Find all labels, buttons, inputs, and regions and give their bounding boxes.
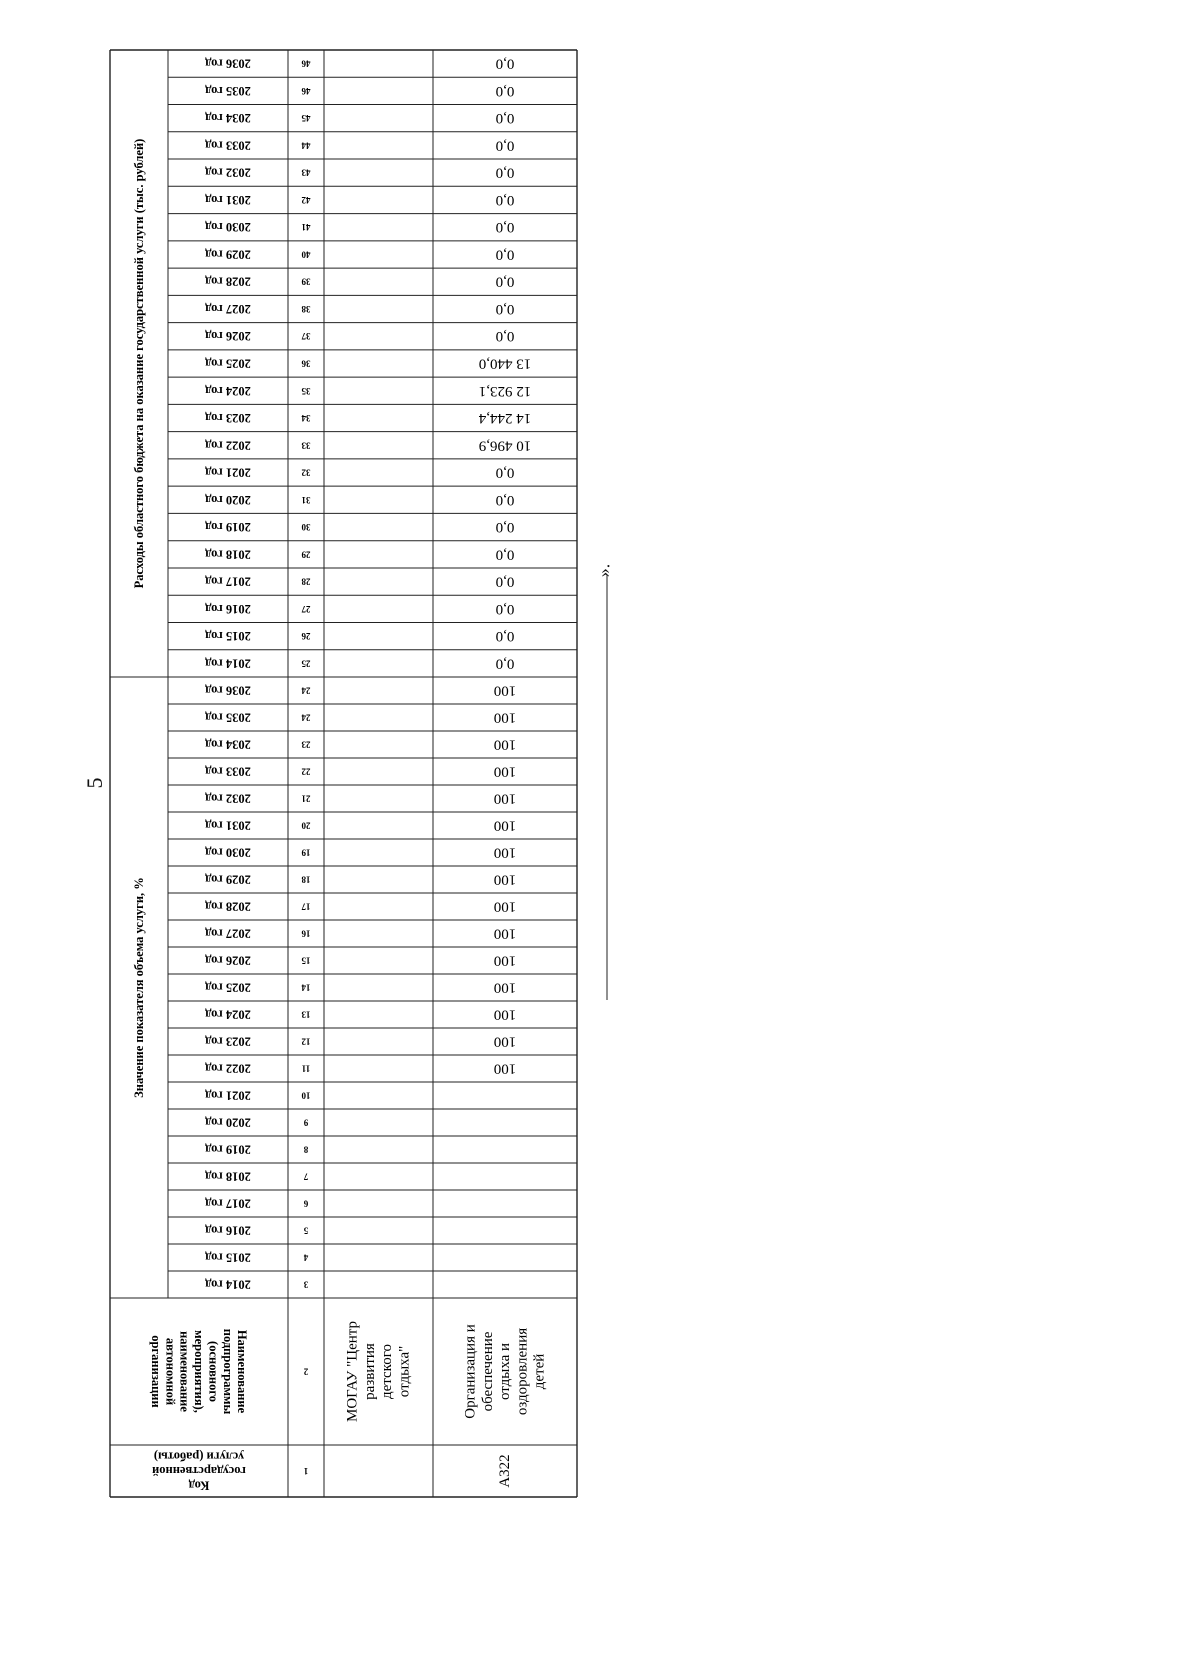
colnum-volume: 24 (301, 712, 311, 723)
colnum-expenses: 44 (301, 140, 311, 151)
colnum-expenses: 37 (301, 331, 311, 342)
colnum-volume: 20 (301, 820, 311, 831)
year-label-volume: 2020 год (205, 1115, 251, 1130)
year-label-expenses: 2021 год (205, 465, 251, 480)
volume-cell: 100 (493, 736, 517, 753)
year-label-volume: 2033 год (205, 764, 251, 779)
year-label-expenses: 2019 год (205, 520, 251, 535)
colnum-expenses: 41 (301, 222, 311, 233)
year-label-volume: 2023 год (205, 1034, 251, 1049)
colnum-expenses: 45 (301, 113, 311, 124)
expense-cell: 0,0 (495, 655, 515, 672)
colnum-volume: 16 (301, 928, 311, 939)
row-name: МОГАУ "Центрразвитиядетскогоотдыха" (344, 1321, 413, 1422)
colnum-volume: 7 (303, 1171, 309, 1182)
year-label-volume: 2028 год (205, 899, 251, 914)
year-label-expenses: 2017 год (205, 574, 251, 589)
year-label-volume: 2024 год (205, 1007, 251, 1022)
colnum-volume: 21 (301, 793, 311, 804)
volume-cell: 100 (493, 817, 517, 834)
colnum-expenses: 46 (301, 58, 311, 69)
colnum-volume: 12 (301, 1036, 311, 1047)
year-label-volume: 2018 год (205, 1169, 251, 1184)
expense-cell: 0,0 (495, 573, 515, 590)
year-label-volume: 2032 год (205, 791, 251, 806)
colnum-volume: 10 (301, 1090, 311, 1101)
year-label-expenses: 2020 год (205, 492, 251, 507)
volume-cell: 100 (493, 898, 517, 915)
colnum-expenses: 26 (301, 631, 311, 642)
colnum-volume: 22 (301, 766, 311, 777)
volume-cell: 100 (493, 709, 517, 726)
volume-cell: 100 (493, 790, 517, 807)
page-number: 5 (82, 777, 107, 789)
expense-cell: 13 440,0 (478, 355, 532, 372)
colnum-expenses: 30 (301, 522, 311, 533)
colnum-expenses: 33 (301, 440, 311, 451)
year-label-volume: 2027 год (205, 926, 251, 941)
expense-cell: 0,0 (495, 82, 515, 99)
volume-cell: 100 (493, 925, 517, 942)
year-label-expenses: 2031 год (205, 192, 251, 207)
year-label-expenses: 2025 год (205, 356, 251, 371)
colnum-volume: 17 (301, 901, 311, 912)
year-label-volume: 2017 год (205, 1196, 251, 1211)
colnum-expenses: 31 (301, 494, 311, 505)
volume-cell: 100 (493, 979, 517, 996)
colnum-expenses: 36 (301, 358, 311, 369)
year-label-volume: 2021 год (205, 1088, 251, 1103)
volume-cell: 100 (493, 1033, 517, 1050)
year-label-expenses: 2032 год (205, 165, 251, 180)
expense-cell: 0,0 (495, 546, 515, 563)
colnum-expenses: 27 (301, 603, 311, 614)
colnum-volume: 24 (301, 685, 311, 696)
expense-cell: 0,0 (495, 300, 515, 317)
colnum-expenses: 28 (301, 576, 311, 587)
year-label-expenses: 2015 год (205, 629, 251, 644)
year-label-expenses: 2016 год (205, 601, 251, 616)
volume-cell: 100 (493, 952, 517, 969)
year-label-volume: 2016 год (205, 1223, 251, 1238)
colnum-volume: 15 (301, 955, 311, 966)
colnum-expenses: 40 (301, 249, 311, 260)
expense-cell: 0,0 (495, 110, 515, 127)
expense-cell: 0,0 (495, 219, 515, 236)
volume-cell: 100 (493, 844, 517, 861)
year-label-expenses: 2035 год (205, 83, 251, 98)
year-label-volume: 2029 год (205, 872, 251, 887)
expense-cell: 0,0 (495, 491, 515, 508)
year-label-expenses: 2023 год (205, 411, 251, 426)
year-label-expenses: 2033 год (205, 138, 251, 153)
year-label-expenses: 2029 год (205, 247, 251, 262)
expense-cell: 0,0 (495, 137, 515, 154)
header-code: Кодгосударственнойуслуги (работы) (152, 1449, 246, 1493)
year-label-expenses: 2026 год (205, 329, 251, 344)
year-label-volume: 2034 год (205, 737, 251, 752)
colnum-volume: 5 (303, 1225, 309, 1236)
expense-cell: 0,0 (495, 164, 515, 181)
header-expenses: Расходы областного бюджета на оказание государственной услуги (тыс. рублей) (132, 138, 146, 589)
volume-cell: 100 (493, 871, 517, 888)
year-label-volume: 2031 год (205, 818, 251, 833)
year-label-volume: 2026 год (205, 953, 251, 968)
colnum-expenses: 38 (301, 303, 311, 314)
year-label-expenses: 2036 год (205, 56, 251, 71)
closing-quote: ». (593, 563, 614, 578)
colnum-volume: 11 (301, 1063, 311, 1074)
header-volume: Значение показателя объема услуги, % (132, 877, 146, 1098)
expense-cell: 12 923,1 (478, 382, 532, 399)
expense-cell: 0,0 (495, 246, 515, 263)
expense-cell: 0,0 (495, 464, 515, 481)
year-label-volume: 2015 год (205, 1250, 251, 1265)
volume-cell: 100 (493, 1060, 517, 1077)
colnum-volume: 23 (301, 739, 311, 750)
colnum-expenses: 25 (301, 658, 311, 669)
colnum-expenses: 42 (301, 194, 311, 205)
colnum-volume: 9 (303, 1117, 309, 1128)
colnum-expenses: 32 (301, 467, 311, 478)
expense-cell: 14 244,4 (478, 410, 532, 427)
year-label-expenses: 2034 год (205, 111, 251, 126)
year-label-expenses: 2018 год (205, 547, 251, 562)
colnum-volume: 19 (301, 847, 311, 858)
year-label-volume: 2035 год (205, 710, 251, 725)
row-code: А322 (497, 1454, 513, 1488)
volume-cell: 100 (493, 682, 517, 699)
expense-cell: 0,0 (495, 628, 515, 645)
expense-cell: 0,0 (495, 55, 515, 72)
colnum-expenses: 29 (301, 549, 311, 560)
year-label-volume: 2036 год (205, 683, 251, 698)
expense-cell: 10 496,9 (478, 437, 532, 454)
header-name: Наименованиеподпрограммы(основногомероприятия),наименованиеавтономнойорганизации (148, 1328, 250, 1415)
colnum-volume: 6 (303, 1198, 309, 1209)
colnum-volume: 13 (301, 1009, 311, 1020)
colnum-volume: 4 (303, 1252, 309, 1263)
year-label-volume: 2030 год (205, 845, 251, 860)
colnum-volume: 8 (303, 1144, 309, 1155)
colnum-expenses: 39 (301, 276, 311, 287)
colnum-volume: 14 (301, 982, 311, 993)
year-label-expenses: 2028 год (205, 274, 251, 289)
year-label-expenses: 2030 год (205, 220, 251, 235)
colnum-volume: 3 (303, 1279, 309, 1290)
colnum-expenses: 46 (301, 85, 311, 96)
expense-cell: 0,0 (495, 191, 515, 208)
colnum-expenses: 35 (301, 385, 311, 396)
year-label-volume: 2025 год (205, 980, 251, 995)
volume-cell: 100 (493, 1006, 517, 1023)
year-label-volume: 2019 год (205, 1142, 251, 1157)
colnum-expenses: 34 (301, 413, 311, 424)
expense-cell: 0,0 (495, 273, 515, 290)
row-name: Организация иобеспечениеотдыха иоздоровлениядетей (462, 1324, 548, 1419)
expense-cell: 0,0 (495, 328, 515, 345)
year-label-volume: 2022 год (205, 1061, 251, 1076)
year-label-volume: 2014 год (205, 1277, 251, 1292)
colnum-volume: 18 (301, 874, 311, 885)
volume-cell: 100 (493, 763, 517, 780)
colnum-name: 2 (303, 1366, 309, 1377)
year-label-expenses: 2014 год (205, 656, 251, 671)
colnum-code: 1 (303, 1466, 309, 1476)
expense-cell: 0,0 (495, 519, 515, 536)
year-label-expenses: 2022 год (205, 438, 251, 453)
year-label-expenses: 2024 год (205, 383, 251, 398)
year-label-expenses: 2027 год (205, 301, 251, 316)
expense-cell: 0,0 (495, 600, 515, 617)
colnum-expenses: 43 (301, 167, 311, 178)
